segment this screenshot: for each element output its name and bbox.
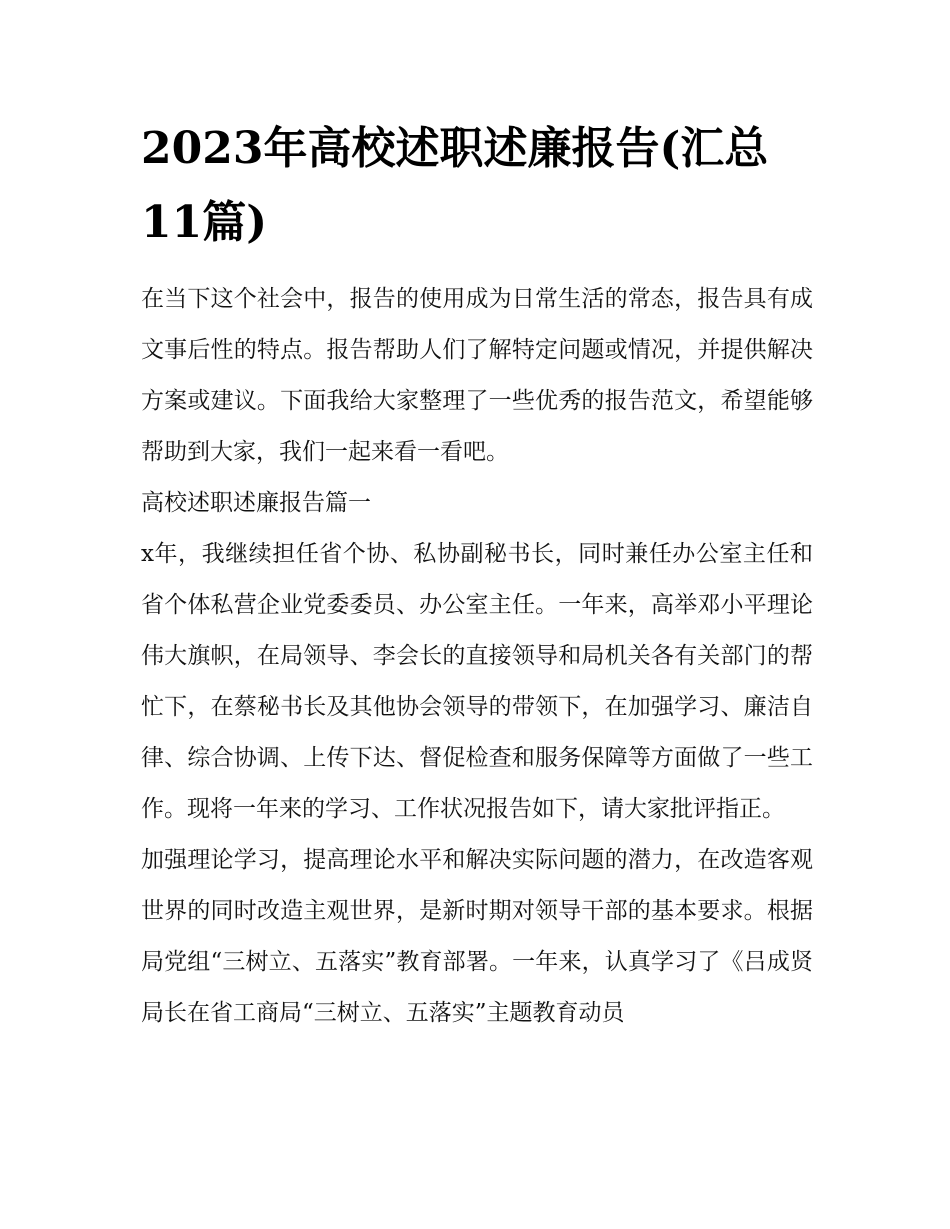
body-paragraph-2: 加强理论学习，提高理论水平和解决实际问题的潜力，在改造客观世界的同时改造主观世界，是新时期对领导干部的基本要求。根据局党组“三树立、五落实”教育部署。一年来，认真学习了《吕成贤局长在省工商局“三树立、五落实”主题教育动员 [141, 847, 813, 1026]
intro-paragraph: 在当下这个社会中，报告的使用成为日常生活的常态，报告具有成文事后性的特点。报告帮助人们了解特定问题或情况，并提供解决方案或建议。下面我给大家整理了一些优秀的报告范文，希望能够帮助到大家，我们一起来看一看吧。 [141, 286, 813, 465]
body-paragraph-1: x年，我继续担任省个协、私协副秘书长，同时兼任办公室主任和省个体私营企业党委委员、办公室主任。一年来，高举邓小平理论伟大旗帜，在局领导、李会长的直接领导和局机关各有关部门的帮忙下，在蔡秘书长及其他协会领导的带领下，在加强学习、廉洁自律、综合协调、上传下达、督促检查和服务保障等方面做了一些工作。现将一年来的学习、工作状况报告如下，请大家批评指正。 [141, 541, 813, 822]
document-page [141, 112, 813, 1039]
section-heading: 高校述职述廉报告篇一 [141, 490, 371, 516]
document-title: 2023年高校述职述廉报告(汇总11篇) [141, 123, 769, 248]
